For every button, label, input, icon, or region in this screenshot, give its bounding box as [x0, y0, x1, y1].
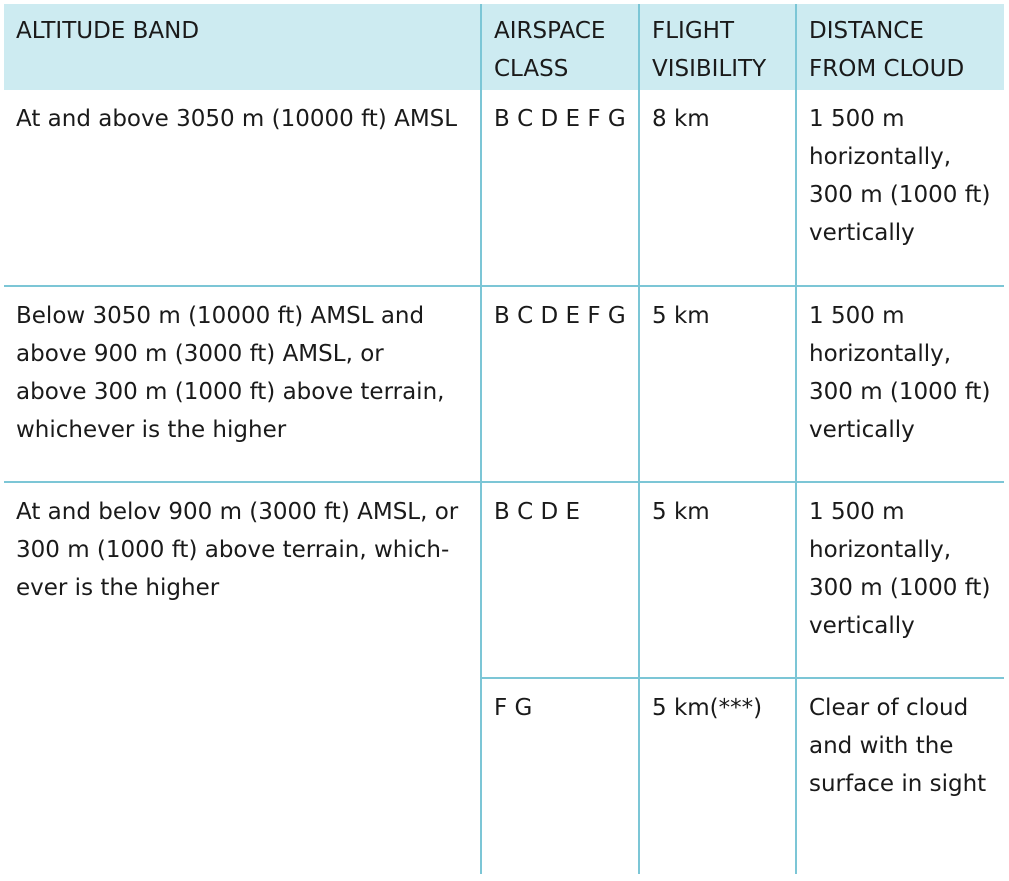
airspace-class-cell: B C D E F G	[481, 90, 639, 286]
header-altitude-band: ALTITUDE BAND	[4, 4, 481, 90]
header-flight-visibility: FLIGHT VISIBILITY	[639, 4, 796, 90]
flight-visibility-cell: 5 km	[639, 482, 796, 678]
distance-from-cloud-cell: 1 500 m horizontally, 300 m (1000 ft) vertically	[796, 90, 1004, 286]
flight-visibility-cell: 5 km(***)	[639, 678, 796, 874]
header-distance-from-cloud: DISTANCE FROM CLOUD	[796, 4, 1004, 90]
flight-visibility-cell: 5 km	[639, 286, 796, 482]
distance-from-cloud-cell: 1 500 m horizontally, 300 m (1000 ft) vertically	[796, 482, 1004, 678]
altitude-band-cell: Below 3050 m (10000 ft) AMSL and above 900 m (3000 ft) AMSL, or above 300 m (1000 ft) above terrain, whichever is the higher	[4, 286, 481, 482]
vmc-minima-table	[4, 4, 1004, 874]
table-row	[4, 90, 1004, 286]
airspace-class-cell: F G	[481, 678, 639, 874]
distance-from-cloud-cell: Clear of cloud and with the surface in sight	[796, 678, 1004, 874]
altitude-band-cell: At and above 3050 m (10000 ft) AMSL	[16, 106, 458, 132]
airspace-class-cell: B C D E	[481, 482, 639, 678]
header-row	[4, 4, 1004, 90]
distance-from-cloud-cell: 1 500 m horizontally, 300 m (1000 ft) vertically	[796, 286, 1004, 482]
header-airspace-class: AIRSPACE CLASS	[481, 4, 639, 90]
airspace-class-cell: B C D E F G	[481, 286, 639, 482]
table-row	[4, 286, 1004, 482]
altitude-band-cell: At and belov 900 m (3000 ft) AMSL, or 300 m (1000 ft) above terrain, which- ever is the higher	[4, 482, 481, 874]
flight-visibility-cell: 8 km	[639, 90, 796, 286]
table-row	[4, 482, 1004, 678]
